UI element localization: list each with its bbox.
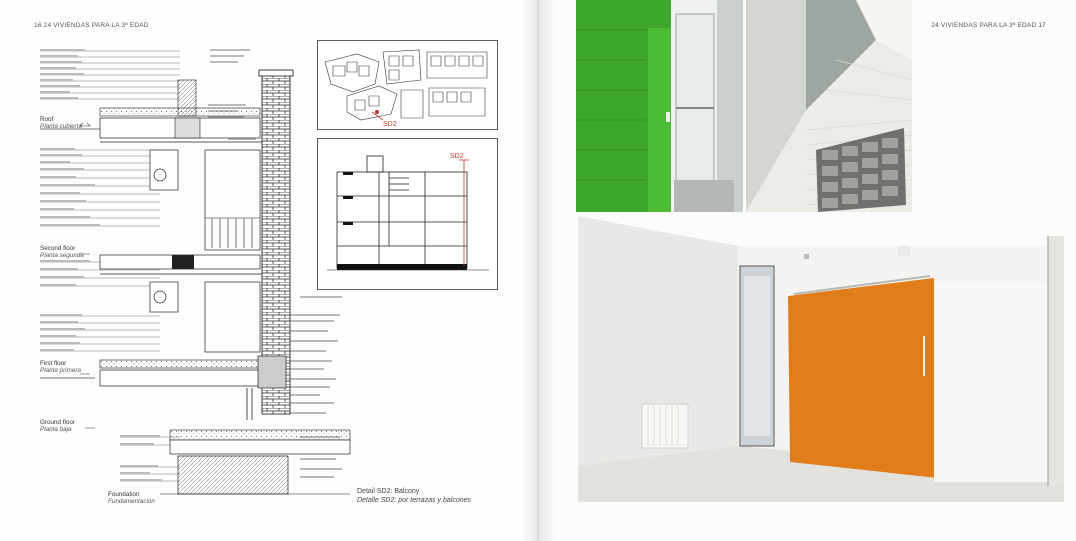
page-header-right: 24 VIVIENDAS PARA LA 3ª EDAD 17 xyxy=(931,22,1046,29)
plan-marker: SD2 xyxy=(383,121,397,128)
drawing-caption xyxy=(357,487,471,505)
floor-label-second xyxy=(40,245,84,259)
floor-label-ground-es: Planta baja xyxy=(40,426,72,433)
floor-label-roof-en: Roof xyxy=(40,116,54,123)
photo-green-door xyxy=(576,0,743,212)
section-drawing xyxy=(317,138,498,290)
floor-label-first xyxy=(40,360,81,374)
floor-label-foundation xyxy=(108,491,155,505)
section-marker: SD2 xyxy=(450,153,464,160)
photo-interior-orange-door xyxy=(578,216,1064,502)
floor-label-ground xyxy=(40,419,75,433)
caption-en: Detail SD2: Balcony xyxy=(357,488,420,495)
photo-mailboxes xyxy=(746,0,912,212)
caption-es: Detalle SD2: por terrazas y balcones xyxy=(357,497,471,504)
key-plan xyxy=(317,40,498,130)
floor-label-first-en: First floor xyxy=(40,360,67,367)
page-header-left: 16 24 VIVIENDAS PARA LA 3ª EDAD xyxy=(34,22,149,29)
floor-label-roof-es: Planta cubierta xyxy=(40,123,83,130)
right-page xyxy=(538,0,1076,541)
floor-label-ground-en: Ground floor xyxy=(40,419,76,426)
floor-label-foundation-es: Fundamentación xyxy=(108,498,155,505)
floor-label-first-es: Planta primera xyxy=(40,367,81,374)
floor-label-roof xyxy=(40,116,82,130)
floor-label-second-en: Second floor xyxy=(40,245,76,252)
floor-label-second-es: Planta segunda xyxy=(40,252,84,259)
floor-label-foundation-en: Foundation xyxy=(108,491,140,498)
